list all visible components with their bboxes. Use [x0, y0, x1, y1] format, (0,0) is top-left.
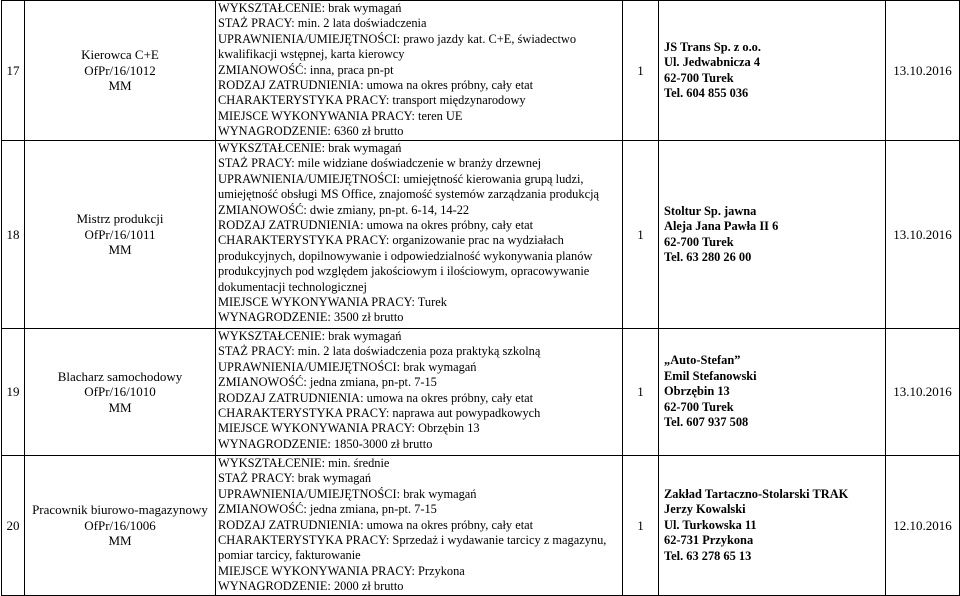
job-offers-table: [1, 0, 960, 596]
employer-line: Tel. 63 278 65 13: [664, 548, 752, 563]
description-value: brak wymagań: [294, 471, 372, 486]
description-value: teren UE: [414, 108, 463, 123]
description-label: UPRAWNIENIA/UMIEJĘTNOŚCI:: [218, 359, 401, 374]
description-label: UPRAWNIENIA/UMIEJĘTNOŚCI:: [218, 31, 401, 46]
description-line: [218, 295, 620, 310]
description-label: STAŻ PRACY:: [218, 16, 295, 31]
description-label: ZMIANOWOŚĆ:: [218, 375, 307, 390]
description-line: [218, 406, 620, 421]
description-label: WYNAGRODZENIE:: [218, 436, 331, 451]
description-line: [218, 218, 620, 233]
row-number: 17: [2, 1, 25, 141]
job-description-cell: [216, 1, 623, 141]
description-label: WYKSZTAŁCENIE:: [218, 1, 326, 15]
description-line: [218, 124, 620, 139]
job-title-cell: [25, 1, 216, 141]
vacancy-count: 1: [623, 1, 659, 141]
employer-line: „Auto-Stefan”: [664, 353, 741, 368]
description-line: [218, 109, 620, 124]
description-value: mile widziane doświadczenie w branży drzewnej: [294, 156, 542, 171]
row-number: 19: [2, 329, 25, 456]
employer-line: Ul. Turkowska 11: [664, 517, 757, 532]
description-line: [218, 1, 620, 16]
description-label: ZMIANOWOŚĆ:: [218, 202, 307, 217]
description-line: [218, 93, 620, 108]
description-line: [218, 421, 620, 436]
employer-line: Stoltur Sp. jawna: [664, 203, 757, 218]
employer-line: Ul. Jedwabnicza 4: [664, 55, 761, 69]
employer-line: 62-700 Turek: [664, 70, 734, 85]
description-label: ZMIANOWOŚĆ:: [218, 62, 307, 77]
description-label: WYKSZTAŁCENIE:: [218, 456, 326, 470]
offer-code: OfPr/16/1006: [84, 517, 156, 533]
description-value: 1850-3000 zł brutto: [330, 436, 433, 451]
description-value: Przykona: [414, 563, 465, 578]
description-label: CHARAKTERYSTYKA PRACY:: [218, 233, 390, 248]
description-value: 6360 zł brutto: [330, 124, 404, 139]
vacancy-count: 1: [623, 329, 659, 456]
description-label: STAŻ PRACY:: [218, 471, 295, 486]
description-value: min. 2 lata doświadczenia: [294, 16, 427, 31]
description-value: umowa na okres próbny, cały etat: [363, 390, 534, 405]
description-label: UPRAWNIENIA/UMIEJĘTNOŚCI:: [218, 171, 401, 186]
description-line: [218, 63, 620, 78]
description-label: WYKSZTAŁCENIE:: [218, 141, 326, 155]
description-line: [218, 344, 620, 359]
description-value: brak wymagań: [325, 1, 402, 15]
offer-date: 13.10.2016: [886, 141, 960, 329]
description-label: WYNAGRODZENIE:: [218, 124, 331, 139]
offer-initials: MM: [108, 242, 132, 258]
description-line: [218, 360, 620, 375]
description-label: RODZAJ ZATRUDNIENIA:: [218, 218, 364, 233]
description-label: ZMIANOWOŚĆ:: [218, 502, 307, 517]
description-line: [218, 564, 620, 579]
vacancy-count: 1: [623, 141, 659, 329]
employer-line: Obrzębin 13: [664, 384, 730, 399]
description-value: min. 2 lata doświadczenia poza praktyką szkolną: [294, 344, 541, 359]
employer-line: Tel. 604 855 036: [664, 86, 749, 100]
table-row: [2, 1, 960, 141]
description-value: brak wymagań: [400, 359, 477, 374]
employer-line: 62-731 Przykona: [664, 533, 754, 548]
description-value: Turek: [414, 295, 447, 310]
employer-line: Jerzy Kowalski: [664, 502, 746, 517]
description-label: MIEJSCE WYKONYWANIA PRACY:: [218, 295, 415, 310]
description-line: [218, 32, 620, 63]
employer-line: Aleja Jana Pawła II 6: [664, 219, 779, 233]
offer-date: 13.10.2016: [886, 329, 960, 456]
description-label: STAŻ PRACY:: [218, 156, 295, 171]
description-line: [218, 78, 620, 93]
description-value: inna, praca pn-pt: [306, 62, 394, 77]
description-value: brak wymagań: [400, 486, 477, 501]
description-value: jedna zmiana, pn-pt. 7-15: [306, 502, 437, 517]
description-line: [218, 233, 620, 295]
description-line: [218, 502, 620, 517]
description-value: jedna zmiana, pn-pt. 7-15: [306, 375, 437, 390]
description-value: organizowanie prac na wydziałach produkcyjnych, dopilnowywanie i odpowiedzialność wykonywania planów produkcyjnych pod względem jakościowym i ilościowym, opracowywanie dokumentacji technologicznej: [218, 233, 593, 294]
job-description-cell: [216, 329, 623, 456]
employer-line: Zakład Tartaczno-Stolarski TRAK: [664, 486, 849, 501]
employer-cell: [659, 1, 886, 141]
job-title: Kierowca C+E: [81, 47, 159, 63]
description-label: CHARAKTERYSTYKA PRACY:: [218, 93, 390, 108]
description-line: [218, 310, 620, 325]
employer-cell: [659, 329, 886, 456]
description-line: [218, 172, 620, 203]
row-number: 20: [2, 456, 25, 596]
description-label: RODZAJ ZATRUDNIENIA:: [218, 517, 364, 532]
description-line: [218, 518, 620, 533]
job-title: Pracownik biurowo-magazynowy: [32, 502, 208, 518]
description-value: brak wymagań: [325, 329, 402, 343]
description-line: [218, 16, 620, 31]
offer-code: OfPr/16/1012: [84, 62, 156, 78]
description-line: [218, 329, 620, 344]
employer-cell: [659, 141, 886, 329]
description-value: min. średnie: [325, 456, 390, 470]
description-value: umowa na okres próbny, cały etat: [363, 218, 534, 233]
table-row: [2, 456, 960, 596]
description-value: prawo jazdy kat. C+E, świadectwo kwalifikacji wstępnej, karta kierowcy: [218, 31, 577, 62]
description-value: 2000 zł brutto: [330, 579, 404, 594]
description-line: [218, 579, 620, 594]
description-line: [218, 141, 620, 156]
description-label: RODZAJ ZATRUDNIENIA:: [218, 78, 364, 93]
description-line: [218, 471, 620, 486]
offer-initials: MM: [108, 78, 132, 94]
employer-line: 62-700 Turek: [664, 399, 734, 414]
description-line: [218, 375, 620, 390]
description-value: Sprzedaż i wydawanie tarcicy z magazynu, pomiar tarcicy, fakturowanie: [218, 533, 607, 563]
description-label: UPRAWNIENIA/UMIEJĘTNOŚCI:: [218, 486, 401, 501]
description-line: [218, 487, 620, 502]
employer-cell: [659, 456, 886, 596]
description-value: Obrzębin 13: [414, 421, 480, 436]
offer-code: OfPr/16/1010: [84, 384, 156, 400]
description-label: MIEJSCE WYKONYWANIA PRACY:: [218, 108, 415, 123]
description-label: CHARAKTERYSTYKA PRACY:: [218, 533, 390, 548]
description-line: [218, 391, 620, 406]
employer-line: Tel. 63 280 26 00: [664, 250, 752, 264]
description-label: MIEJSCE WYKONYWANIA PRACY:: [218, 421, 415, 436]
job-title-cell: [25, 141, 216, 329]
description-value: umiejętność kierowania grupą ludzi, umiejętność obsługi MS Office, znajomość systemów zarządzania produkcją: [218, 171, 600, 202]
job-title-cell: [25, 456, 216, 596]
description-label: RODZAJ ZATRUDNIENIA:: [218, 390, 364, 405]
job-description-cell: [216, 141, 623, 329]
description-value: 3500 zł brutto: [330, 310, 404, 325]
description-value: umowa na okres próbny, cały etat: [363, 517, 534, 532]
job-description-cell: [216, 456, 623, 596]
offer-date: 13.10.2016: [886, 1, 960, 141]
employer-line: JS Trans Sp. z o.o.: [664, 39, 761, 54]
table-row: [2, 141, 960, 329]
job-title: Blacharz samochodowy: [57, 368, 183, 384]
description-value: naprawa aut powypadkowych: [389, 406, 541, 421]
employer-line: Emil Stefanowski: [664, 368, 757, 383]
offer-date: 12.10.2016: [886, 456, 960, 596]
description-label: WYNAGRODZENIE:: [218, 579, 331, 594]
offer-code: OfPr/16/1011: [84, 226, 156, 242]
description-value: umowa na okres próbny, cały etat: [363, 78, 534, 93]
description-label: STAŻ PRACY:: [218, 344, 295, 359]
table-row: [2, 329, 960, 456]
job-title-cell: [25, 329, 216, 456]
offer-initials: MM: [108, 533, 132, 549]
description-label: WYKSZTAŁCENIE:: [218, 329, 326, 343]
description-line: [218, 156, 620, 171]
description-value: dwie zmiany, pn-pt. 6-14, 14-22: [306, 202, 470, 217]
job-title: Mistrz produkcji: [76, 211, 164, 227]
description-value: brak wymagań: [325, 141, 402, 155]
employer-line: Tel. 607 937 508: [664, 415, 749, 430]
offer-initials: MM: [108, 399, 132, 415]
description-value: transport międzynarodowy: [389, 93, 526, 108]
description-line: [218, 437, 620, 452]
row-number: 18: [2, 141, 25, 329]
vacancy-count: 1: [623, 456, 659, 596]
description-line: [218, 456, 620, 471]
description-line: [218, 203, 620, 218]
description-line: [218, 533, 620, 564]
description-label: CHARAKTERYSTYKA PRACY:: [218, 406, 390, 421]
description-label: MIEJSCE WYKONYWANIA PRACY:: [218, 563, 415, 578]
employer-line: 62-700 Turek: [664, 234, 734, 249]
description-label: WYNAGRODZENIE:: [218, 310, 331, 325]
